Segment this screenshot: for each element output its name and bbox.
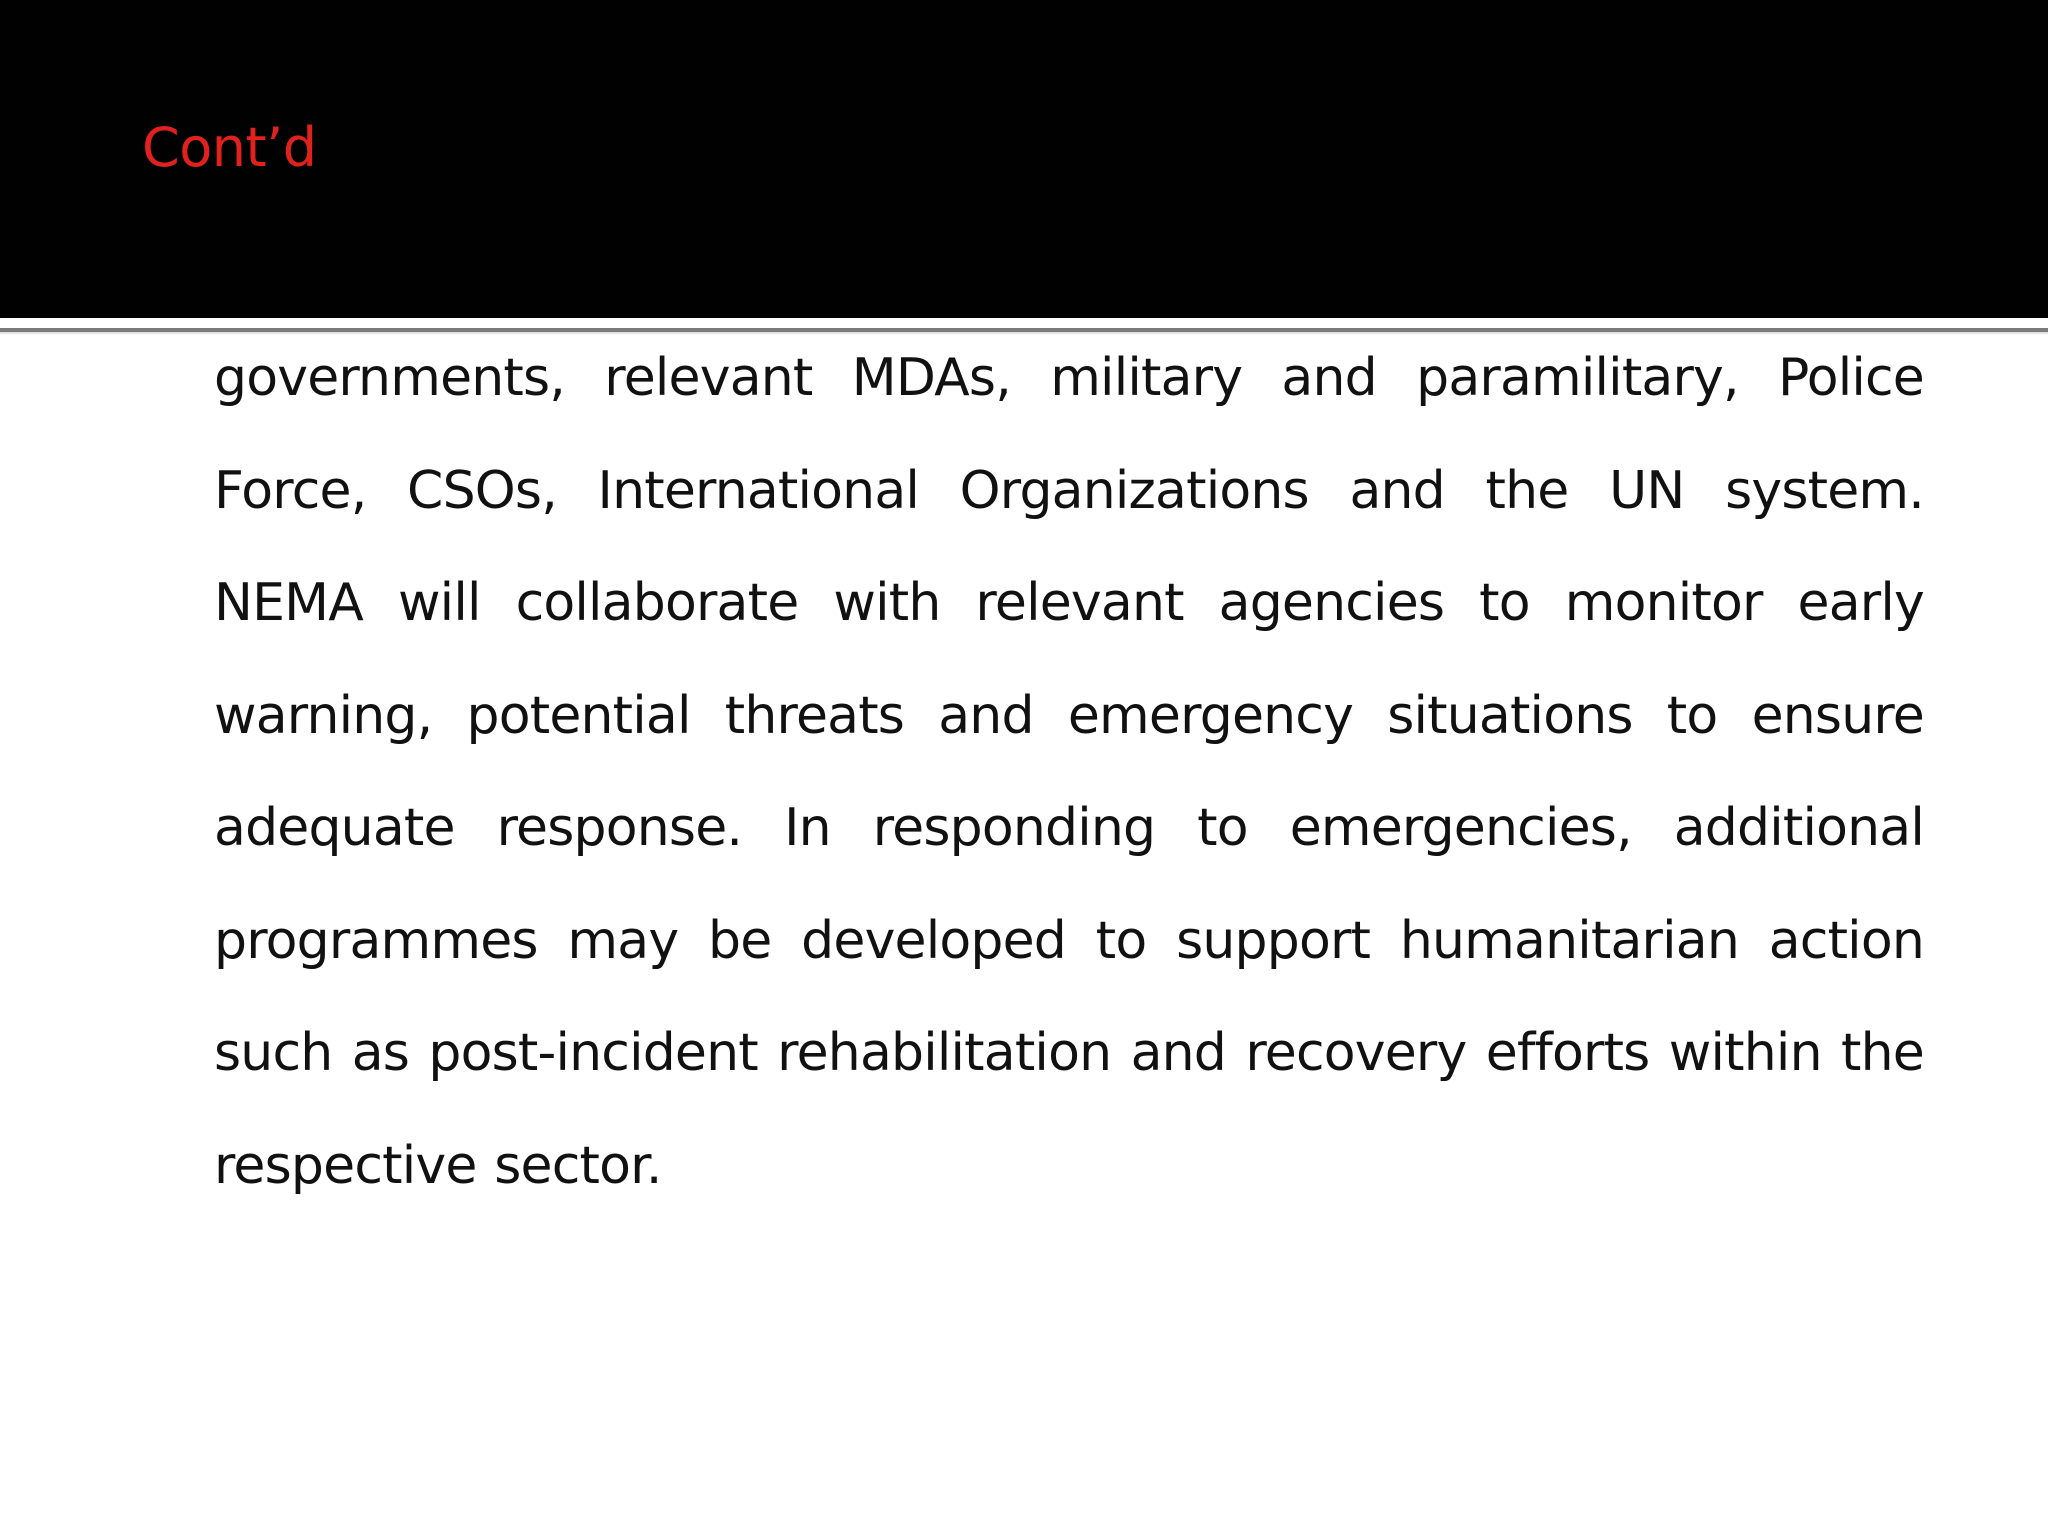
title-bar xyxy=(0,0,2048,318)
slide-body-text: governments, relevant MDAs, military and paramilitary, Police Force, CSOs, International Organizations and the UN system. NEMA will collaborate with relevant agencies to monitor early warning, potential threats and emergency situations to ensure adequate response. In responding to emergencies, additional programmes may be developed to support humanitarian action such as post-incident rehabilitation and recovery efforts within the respective sector. xyxy=(214,348,1924,1196)
slide-title: Cont’d xyxy=(142,116,317,179)
